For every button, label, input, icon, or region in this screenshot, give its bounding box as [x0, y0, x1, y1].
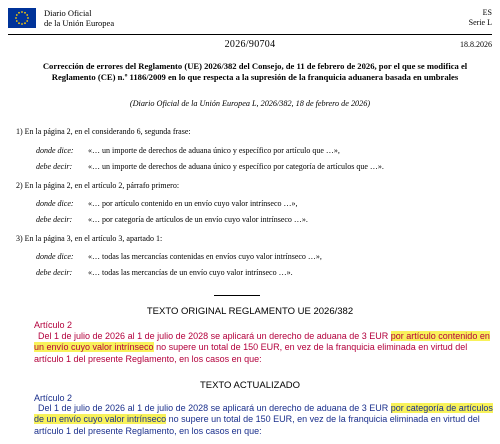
series-label: Serie L: [468, 18, 492, 27]
correction-2-title: 2) En la página 2, en el artículo 2, párrafo primero:: [16, 181, 180, 190]
updated-paragraph: [34, 403, 496, 437]
original-highlighted-phrase: por artículo contenido en un envío cuyo valor intrínseco: [34, 331, 490, 353]
correction-2-donde-label: donde dice:: [36, 199, 74, 208]
correction-2-debe-text: «… por categoría de artículos de un envío cuyo valor intrínseco …».: [88, 215, 308, 224]
journal-name-line1: Diario Oficial: [44, 8, 92, 18]
document-date: 18.8.2026: [460, 40, 492, 49]
original-paragraph-start: Del 1 de julio de 2026 al 1 de julio de 2028 se aplicará un derecho de aduana de 3 EUR: [38, 331, 391, 341]
document-title: Corrección de errores del Reglamento (UE) 2026/382 del Consejo, de 11 de febrero de 2026, por el que se modifica el Reglamento (CE) n.º 1186/2009 en lo que respecta a la supresión de la franquicia aduanera basada en umbrales: [42, 61, 468, 82]
correction-3-title: 3) En la página 3, en el artículo 3, apartado 1:: [16, 234, 163, 243]
updated-text-heading: TEXTO ACTUALIZADO: [199, 380, 301, 391]
correction-2-debe-label: debe decir:: [36, 215, 73, 224]
original-articulo-label: Artículo 2: [34, 320, 73, 330]
correction-3-debe-text: «… todas las mercancías de un envío cuyo valor intrínseco …».: [88, 268, 293, 277]
correction-1-title: 1) En la página 2, en el considerando 6, segunda frase:: [16, 127, 191, 136]
document-number: 2026/90704: [224, 39, 276, 50]
section-divider: [214, 295, 260, 296]
updated-highlighted-phrase: por categoría de artículos de un envío cuyo valor intrínseco: [34, 403, 493, 425]
updated-articulo-label: Artículo 2: [34, 393, 73, 403]
correction-1-donde-label: donde dice:: [36, 146, 74, 155]
correction-3-debe-label: debe decir:: [36, 268, 73, 277]
correction-1-donde-text: «… un importe de derechos de aduana único y específico por artículo que …»,: [88, 146, 340, 155]
updated-paragraph-end: no supere un total de 150 EUR, en vez de la franquicia eliminada en virtud del artículo 1 del presente Reglamento, en los casos en que:: [34, 414, 480, 436]
original-paragraph-end: no supere un total de 150 EUR, en vez de la franquicia eliminada en virtud del artículo 1 del presente Reglamento, en los casos en que:: [34, 342, 468, 364]
original-text-heading: TEXTO ORIGINAL REGLAMENTO UE 2026/382: [146, 306, 354, 317]
updated-paragraph-start: Del 1 de julio de 2026 al 1 de julio de 2028 se aplicará un derecho de aduana de 3 EUR: [38, 403, 391, 413]
correction-1-debe-label: debe decir:: [36, 162, 73, 171]
document-subtitle: (Diario Oficial de la Unión Europea L, 2026/382, 18 de febrero de 2026): [129, 99, 371, 108]
language-code: ES: [482, 8, 492, 17]
journal-name-line2: de la Unión Europea: [44, 18, 115, 28]
correction-3-donde-text: «… todas las mercancías contenidas en envíos cuyo valor intrínseco …»,: [88, 252, 322, 261]
correction-2-donde-text: «… por artículo contenido en un envío cuyo valor intrínseco …»,: [88, 199, 298, 208]
correction-3-donde-label: donde dice:: [36, 252, 74, 261]
correction-1-debe-text: «… un importe de derechos de aduana único y específico por categoría de artículos que …».: [88, 162, 384, 171]
original-paragraph: [34, 331, 496, 365]
